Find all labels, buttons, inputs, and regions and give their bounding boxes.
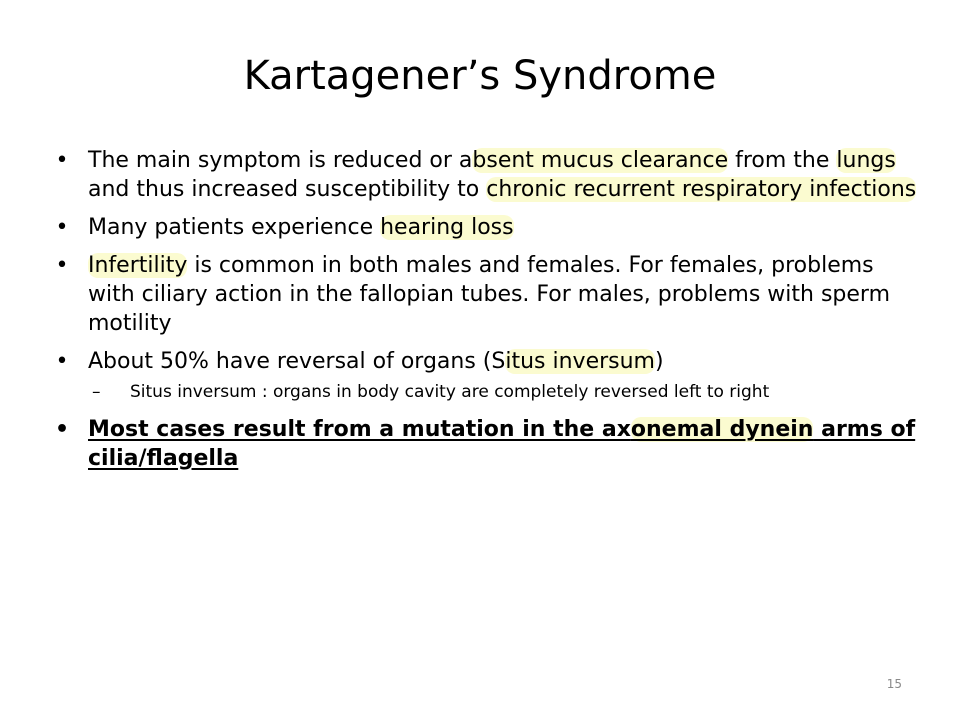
text-segment: from the [728,148,837,173]
bullet-marker: • [55,349,69,374]
slide-body [50,146,920,482]
highlighted-text: onemal dynein [630,417,814,442]
highlighted-text: hearing loss [380,215,514,240]
highlighted-text: itus inversum [505,349,655,374]
slide-title: Kartagener’s Syndrome [243,53,717,99]
bullet-infertility [50,251,920,338]
bullet-marker: • [55,148,69,173]
text-segment: arms of cilia/flagella [88,417,916,471]
highlighted-text: lungs [836,148,896,173]
bullet-text [88,417,915,471]
bullet-marker: • [55,215,69,240]
bullet-situs-inversus [50,347,920,376]
bullet-dynein-mutation [50,415,920,473]
sub-bullet-text: Situs inversum : organs in body cavity are completely reversed left to right [130,382,770,402]
text-segment: ) [655,349,664,374]
text-segment: Most cases result from a mutation in the ax [88,417,631,442]
sub-bullet-situs-definition [50,381,920,403]
page-number: 15 [886,677,902,691]
text-segment: and thus increased susceptibility to [88,177,487,202]
highlighted-text: bsent mucus clearance [472,148,729,173]
bullet-marker: • [54,417,70,442]
bullet-text [88,253,890,336]
sub-bullet-marker: – [92,382,101,402]
text-segment: The main symptom is reduced or a [88,148,473,173]
highlighted-text: Infertility [88,253,188,278]
text-segment: About 50% have reversal of organs (S [88,349,506,374]
text-segment: is common in both males and females. For females, problems with ciliary action in the fallopian tubes. For males, problems with sperm motility [88,253,891,336]
bullet-text [88,349,664,374]
bullet-text [88,148,916,202]
bullet-text [88,215,514,240]
text-segment: Many patients experience [88,215,381,240]
bullet-main-symptom [50,146,920,204]
bullet-hearing-loss [50,213,920,242]
bullet-marker: • [55,253,69,278]
highlighted-text: chronic recurrent respiratory infections [486,177,917,202]
